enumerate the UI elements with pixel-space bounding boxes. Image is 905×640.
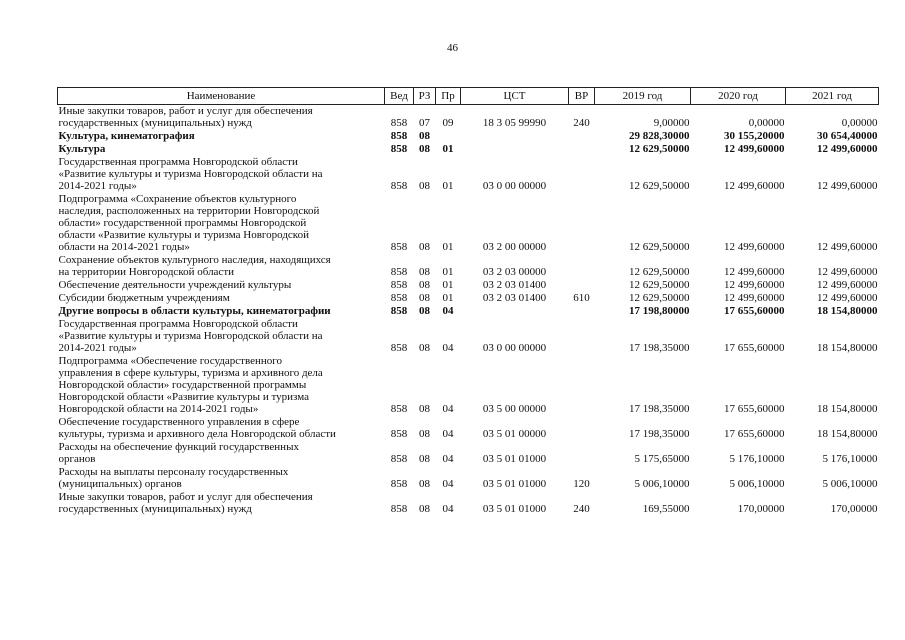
cell-ved: 858 — [390, 305, 408, 317]
cell-name: Иные закупки товаров, работ и услуг для обеспечения государственных (муниципальных) нужд — [58, 105, 313, 129]
cell-y2019: 169,55000 — [642, 503, 690, 515]
cell-y2019: 17 198,35000 — [629, 403, 690, 415]
cell-cst: 03 5 01 01000 — [482, 478, 547, 490]
table-row — [58, 441, 879, 466]
cell-ved: 858 — [390, 143, 408, 155]
cell-rz: 08 — [419, 503, 430, 515]
cell-rz: 07 — [419, 117, 430, 129]
header-cst: ЦСТ — [461, 88, 569, 105]
table-row — [58, 292, 879, 305]
cell-ved: 858 — [390, 266, 408, 278]
cell-y2019: 5 175,65000 — [634, 453, 690, 465]
cell-pr: 04 — [442, 478, 454, 490]
cell-name: Культура, кинематография — [58, 130, 195, 142]
cell-rz: 08 — [419, 143, 430, 155]
cell-pr: 04 — [442, 453, 454, 465]
header-rz: РЗ — [414, 88, 436, 105]
table-row — [58, 156, 879, 193]
cell-y2019: 12 629,50000 — [629, 143, 690, 155]
cell-y2021: 18 154,80000 — [817, 403, 878, 415]
cell-cst: 03 5 01 01000 — [482, 503, 547, 515]
cell-rz: 08 — [419, 180, 430, 192]
cell-y2019: 29 828,30000 — [629, 130, 690, 142]
cell-rz: 08 — [419, 428, 430, 440]
cell-pr: 01 — [442, 279, 454, 291]
cell-y2019: 12 629,50000 — [629, 266, 690, 278]
cell-y2019: 17 198,80000 — [629, 305, 690, 317]
cell-cst: 03 2 03 01400 — [482, 279, 547, 291]
cell-ved: 858 — [390, 503, 408, 515]
cell-pr: 04 — [442, 403, 454, 415]
cell-vr — [569, 305, 595, 318]
cell-name: Сохранение объектов культурного наследия, находящихся на территории Новгородской области — [58, 254, 331, 278]
table-row — [58, 305, 879, 318]
cell-vr: 610 — [573, 292, 590, 304]
cell-ved: 858 — [390, 241, 408, 253]
cell-cst: 03 2 03 01400 — [482, 292, 547, 304]
cell-y2019: 9,00000 — [653, 117, 690, 129]
cell-cst: 03 0 00 00000 — [482, 342, 547, 354]
cell-vr — [569, 254, 595, 279]
cell-ved: 858 — [390, 478, 408, 490]
cell-y2020: 170,00000 — [737, 503, 785, 515]
cell-y2019: 17 198,35000 — [629, 428, 690, 440]
cell-pr: 01 — [442, 292, 454, 304]
cell-vr — [569, 416, 595, 441]
cell-pr: 01 — [442, 241, 454, 253]
cell-ved: 858 — [390, 117, 408, 129]
cell-pr: 01 — [442, 143, 454, 155]
cell-pr: 04 — [442, 503, 454, 515]
cell-y2020: 0,00000 — [748, 117, 785, 129]
table-row — [58, 193, 879, 254]
header-name: Наименование — [58, 88, 385, 105]
cell-name: Обеспечение государственного управления в сфере культуры, туризма и архивного дела Новгородской области — [58, 416, 336, 440]
table-header — [58, 88, 879, 105]
cell-cst: 03 5 01 01000 — [482, 453, 547, 465]
cell-vr — [569, 156, 595, 193]
cell-vr — [569, 130, 595, 143]
cell-y2020: 12 499,60000 — [724, 292, 785, 304]
cell-ved: 858 — [390, 453, 408, 465]
cell-y2020: 17 655,60000 — [724, 428, 785, 440]
cell-rz: 08 — [419, 478, 430, 490]
cell-pr — [436, 130, 461, 143]
cell-rz: 08 — [419, 279, 430, 291]
cell-y2021: 18 154,80000 — [817, 428, 878, 440]
cell-pr: 09 — [442, 117, 454, 129]
table-row — [58, 105, 879, 131]
cell-name: Расходы на выплаты персоналу государственных (муниципальных) органов — [58, 466, 289, 490]
cell-vr — [569, 143, 595, 156]
header-ved: Вед — [385, 88, 414, 105]
cell-cst — [461, 143, 569, 156]
cell-name: Подпрограмма «Сохранение объектов культурного наследия, расположенных на территории Новгородской области» государственной программы Новгородской области «Развитие культуры и туризма Новгородской области на 2014-2021 годы» — [58, 193, 320, 253]
cell-name: Обеспечение деятельности учреждений культуры — [58, 279, 292, 291]
cell-y2021: 12 499,60000 — [817, 292, 878, 304]
cell-y2021: 18 154,80000 — [817, 305, 878, 317]
cell-y2021: 5 006,10000 — [822, 478, 878, 490]
cell-name: Подпрограмма «Обеспечение государственного управления в сфере культуры, туризма и архивного дела Новгородской области» государственной программы Новгородской области «Развитие культуры и туризма Новгородской области на 2014-2021 годы» — [58, 355, 323, 415]
header-2020: 2020 год — [691, 88, 786, 105]
cell-vr: 120 — [573, 478, 590, 490]
cell-y2021: 18 154,80000 — [817, 342, 878, 354]
page-number: 46 — [447, 42, 458, 54]
table-row — [58, 279, 879, 292]
cell-y2019: 17 198,35000 — [629, 342, 690, 354]
cell-y2020: 12 499,60000 — [724, 279, 785, 291]
cell-y2020: 30 155,20000 — [724, 130, 785, 142]
cell-pr: 01 — [442, 180, 454, 192]
cell-pr: 04 — [442, 342, 454, 354]
cell-cst: 03 2 03 00000 — [482, 266, 547, 278]
cell-y2020: 12 499,60000 — [724, 266, 785, 278]
cell-y2019: 12 629,50000 — [629, 292, 690, 304]
cell-vr — [569, 193, 595, 254]
cell-y2019: 5 006,10000 — [634, 478, 690, 490]
cell-y2019: 12 629,50000 — [629, 279, 690, 291]
cell-vr: 240 — [573, 503, 590, 515]
cell-cst: 03 5 01 00000 — [482, 428, 547, 440]
cell-y2021: 12 499,60000 — [817, 180, 878, 192]
cell-rz: 08 — [419, 453, 430, 465]
cell-y2020: 17 655,60000 — [724, 403, 785, 415]
table-row — [58, 491, 879, 516]
cell-ved: 858 — [390, 342, 408, 354]
table-row — [58, 254, 879, 279]
cell-name: Иные закупки товаров, работ и услуг для обеспечения государственных (муниципальных) нужд — [58, 491, 313, 515]
table-body — [58, 105, 879, 517]
cell-y2020: 5 006,10000 — [729, 478, 785, 490]
cell-ved: 858 — [390, 403, 408, 415]
cell-ved: 858 — [390, 428, 408, 440]
cell-vr — [569, 355, 595, 416]
cell-name: Культура — [58, 143, 106, 155]
cell-y2021: 0,00000 — [841, 117, 878, 129]
cell-ved: 858 — [390, 292, 408, 304]
cell-y2020: 17 655,60000 — [724, 342, 785, 354]
cell-name: Государственная программа Новгородской области «Развитие культуры и туризма Новгородской области на 2014-2021 годы» — [58, 318, 323, 354]
header-pr: Пр — [436, 88, 461, 105]
cell-ved: 858 — [390, 180, 408, 192]
cell-y2020: 12 499,60000 — [724, 241, 785, 253]
cell-pr: 04 — [442, 305, 454, 317]
cell-rz: 08 — [419, 130, 430, 142]
cell-name: Государственная программа Новгородской области «Развитие культуры и туризма Новгородской области на 2014-2021 годы» — [58, 156, 323, 192]
cell-y2019: 12 629,50000 — [629, 241, 690, 253]
header-2019: 2019 год — [595, 88, 691, 105]
cell-y2021: 12 499,60000 — [817, 143, 878, 155]
cell-cst: 18 3 05 99990 — [482, 117, 547, 129]
cell-rz: 08 — [419, 305, 430, 317]
cell-name: Субсидии бюджетным учреждениям — [58, 292, 230, 304]
cell-pr: 04 — [442, 428, 454, 440]
table-row — [58, 466, 879, 491]
cell-rz: 08 — [419, 403, 430, 415]
cell-name: Другие вопросы в области культуры, кинематографии — [58, 305, 331, 317]
cell-rz: 08 — [419, 266, 430, 278]
cell-y2020: 12 499,60000 — [724, 180, 785, 192]
cell-rz: 08 — [419, 241, 430, 253]
cell-y2020: 12 499,60000 — [724, 143, 785, 155]
cell-rz: 08 — [419, 342, 430, 354]
cell-vr — [569, 318, 595, 355]
budget-table — [57, 87, 879, 516]
cell-ved: 858 — [390, 279, 408, 291]
cell-y2020: 5 176,10000 — [729, 453, 785, 465]
cell-pr: 01 — [442, 266, 454, 278]
cell-cst — [461, 130, 569, 143]
header-vr: ВР — [569, 88, 595, 105]
table-row — [58, 130, 879, 143]
cell-y2019: 12 629,50000 — [629, 180, 690, 192]
cell-y2021: 5 176,10000 — [822, 453, 878, 465]
cell-y2020: 17 655,60000 — [724, 305, 785, 317]
cell-y2021: 12 499,60000 — [817, 241, 878, 253]
table-row — [58, 416, 879, 441]
cell-name: Расходы на обеспечение функций государственных органов — [58, 441, 299, 465]
cell-y2021: 30 654,40000 — [817, 130, 878, 142]
header-2021: 2021 год — [786, 88, 879, 105]
cell-vr: 240 — [573, 117, 590, 129]
cell-vr — [569, 279, 595, 292]
cell-rz: 08 — [419, 292, 430, 304]
cell-cst: 03 0 00 00000 — [482, 180, 547, 192]
table-row — [58, 318, 879, 355]
cell-y2021: 170,00000 — [830, 503, 878, 515]
cell-y2021: 12 499,60000 — [817, 266, 878, 278]
cell-cst: 03 2 00 00000 — [482, 241, 547, 253]
cell-vr — [569, 441, 595, 466]
table-row — [58, 355, 879, 416]
cell-ved: 858 — [390, 130, 408, 142]
cell-cst — [461, 305, 569, 318]
cell-cst: 03 5 00 00000 — [482, 403, 547, 415]
table-row — [58, 143, 879, 156]
cell-y2021: 12 499,60000 — [817, 279, 878, 291]
